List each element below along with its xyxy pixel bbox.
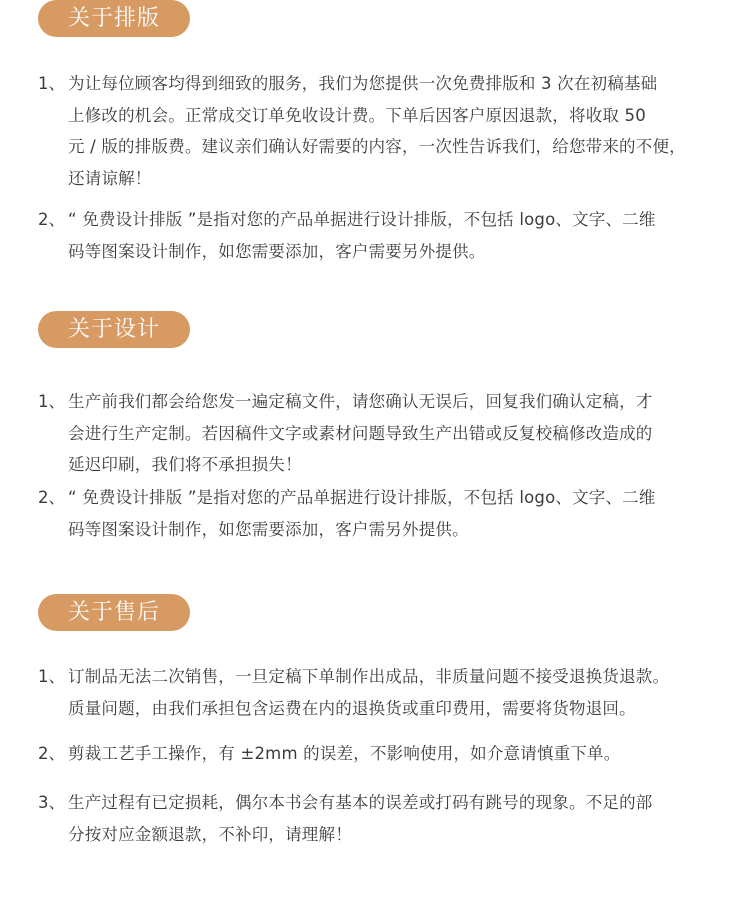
list-item bbox=[38, 68, 710, 194]
text-line: 分按对应金额退款，不补印，请理解！ bbox=[68, 824, 352, 844]
text-line: 还请谅解！ bbox=[68, 168, 152, 188]
item-number: 1、 bbox=[38, 667, 65, 686]
text-line: 延迟印刷，我们将不承担损失！ bbox=[68, 455, 302, 474]
text-line: 上修改的机会。正常成交订单免收设计费。下单后因客户原因退款，将收取 50 bbox=[68, 105, 646, 125]
list-item bbox=[38, 386, 710, 481]
section-title-after-sales: 关于售后 bbox=[38, 594, 190, 631]
section-title-typesetting: 关于排版 bbox=[38, 0, 190, 37]
text-line: 码等图案设计制作，如您需要添加，客户需另外提供。 bbox=[68, 519, 469, 539]
item-text bbox=[68, 738, 710, 770]
text-line: 码等图案设计制作，如您需要添加，客户需要另外提供。 bbox=[68, 241, 486, 261]
item-number: 1、 bbox=[38, 392, 65, 411]
text-line: 会进行生产定制。若因稿件文字或素材问题导致生产出错或反复校稿修改造成的 bbox=[68, 423, 653, 443]
item-text bbox=[68, 661, 710, 724]
item-text bbox=[68, 787, 710, 850]
list-item bbox=[38, 204, 710, 267]
item-text bbox=[68, 68, 710, 194]
text-line: “ 免费设计排版 ”是指对您的产品单据进行设计排版，不包括 logo、文字、二维 bbox=[68, 210, 656, 229]
text-line: 剪裁工艺手工操作，有 ±2mm 的误差，不影响使用，如介意请慎重下单。 bbox=[68, 744, 621, 763]
item-text bbox=[68, 204, 710, 267]
text-line: “ 免费设计排版 ”是指对您的产品单据进行设计排版，不包括 logo、文字、二维 bbox=[68, 488, 656, 507]
item-number: 3、 bbox=[38, 793, 65, 812]
item-number: 2、 bbox=[38, 744, 65, 763]
list-item bbox=[38, 787, 710, 850]
list-item bbox=[38, 482, 710, 545]
text-line: 为让每位顾客均得到细致的服务，我们为您提供一次免费排版和 3 次在初稿基础 bbox=[68, 74, 658, 93]
item-number: 1、 bbox=[38, 74, 65, 93]
item-number: 2、 bbox=[38, 210, 65, 229]
text-line: 质量问题，由我们承担包含运费在内的退换货或重印费用，需要将货物退回。 bbox=[68, 698, 636, 718]
text-line: 生产前我们都会给您发一遍定稿文件，请您确认无误后，回复我们确认定稿，才 bbox=[68, 392, 653, 411]
section-title-design: 关于设计 bbox=[38, 311, 190, 348]
item-text bbox=[68, 386, 710, 481]
list-item bbox=[38, 661, 710, 724]
text-line: 元 / 版的排版费。建议亲们确认好需要的内容，一次性告诉我们，给您带来的不便， bbox=[68, 137, 686, 156]
text-line: 生产过程有已定损耗，偶尔本书会有基本的误差或打码有跳号的现象。不足的部 bbox=[68, 793, 653, 812]
list-item bbox=[38, 738, 710, 770]
item-number: 2、 bbox=[38, 488, 65, 507]
text-line: 订制品无法二次销售，一旦定稿下单制作出成品，非质量问题不接受退换货退款。 bbox=[68, 667, 670, 686]
item-text bbox=[68, 482, 710, 545]
